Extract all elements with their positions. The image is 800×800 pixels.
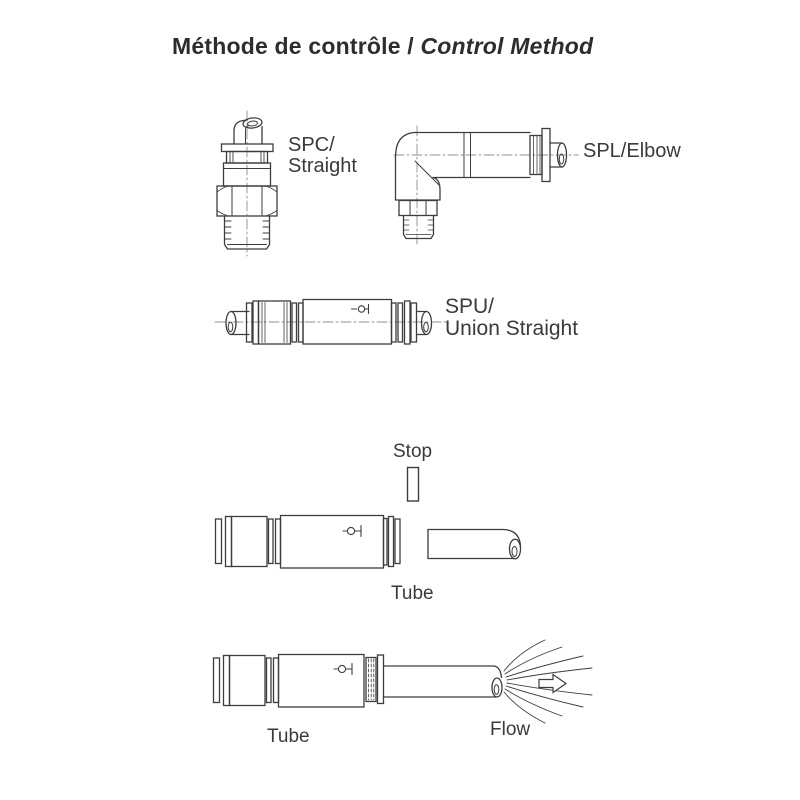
tube-mid-drawing — [428, 530, 521, 559]
flow-label: Flow — [490, 719, 531, 740]
spc-stub-bore — [247, 121, 258, 127]
spu-label-line2: Union Straight — [445, 317, 579, 340]
bottom-flow-marker-icon — [334, 664, 352, 675]
title-english: Control Method — [420, 33, 594, 59]
stop-label: Stop — [393, 441, 433, 462]
spc-label — [288, 135, 357, 177]
stop-pin-drawing — [408, 468, 419, 502]
spl-label — [583, 140, 681, 163]
spl-label-line1: SPL/Elbow — [583, 140, 681, 162]
spl-fitting-drawing — [394, 126, 578, 244]
spu-left-tube-end — [226, 312, 236, 335]
spc-label-line1: SPC/ — [288, 134, 335, 156]
mid-flow-marker-icon — [343, 526, 361, 537]
spc-fitting-drawing — [217, 111, 277, 256]
spu-flow-marker-icon — [352, 305, 369, 314]
spu-label-line1: SPU/ — [445, 295, 495, 318]
tube-mid-end-opening — [510, 539, 521, 559]
flow-arrow-icon — [539, 675, 566, 693]
union-fitting-mid-drawing — [216, 516, 401, 569]
spl-stub-bore — [559, 154, 563, 164]
tube-bottom-drawing — [384, 666, 503, 697]
title-french: Méthode de contrôle — [172, 33, 401, 59]
union-fitting-bottom-drawing — [214, 655, 384, 708]
spu-label — [445, 296, 578, 340]
tube-flow-label: Tube — [267, 726, 310, 747]
spc-label-line2: Straight — [288, 155, 357, 177]
title-separator: / — [400, 33, 421, 59]
tube-insert-label: Tube — [391, 583, 434, 604]
spc-stub-opening — [242, 117, 262, 129]
spl-hex-nut — [399, 201, 437, 216]
spu-fitting-drawing — [215, 300, 446, 345]
spu-right-tube-end — [422, 312, 432, 335]
spl-thread — [404, 216, 434, 239]
